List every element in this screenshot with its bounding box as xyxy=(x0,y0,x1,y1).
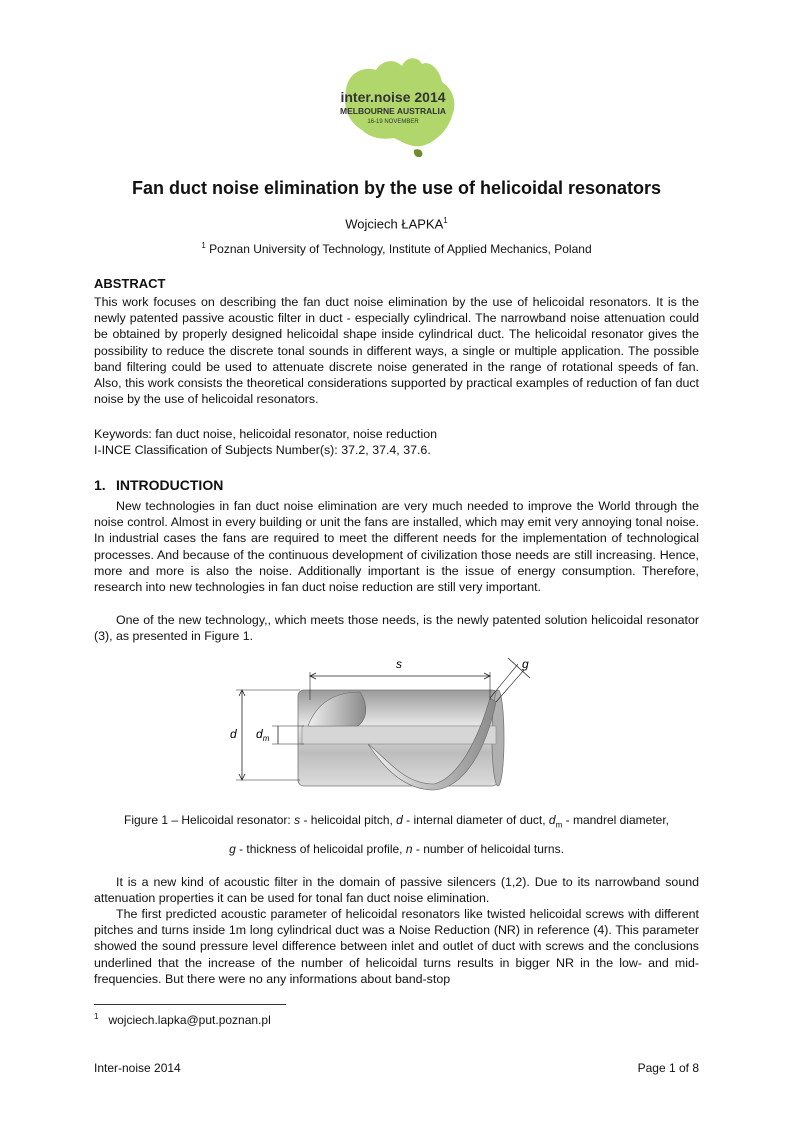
label-s: s xyxy=(396,657,402,671)
caption-line-1 xyxy=(70,808,723,837)
logo-line2: MELBOURNE AUSTRALIA xyxy=(340,106,446,116)
caption-text-3: - internal diameter of duct, xyxy=(402,813,549,827)
caption-text-1: Helicoidal resonator: xyxy=(181,813,295,827)
abstract-heading: ABSTRACT xyxy=(94,276,166,291)
keywords-block xyxy=(94,426,699,458)
intro-number: 1. xyxy=(94,477,106,493)
abstract-text: This work focuses on describing the fan duct noise elimination by the use of helicoidal resonators. It is the newly patented passive acoustic filter in duct - especially cylindrical. The narrowband noise attenuation could be obtained by properly designed helicoidal shape inside cylindrical duct. The helicoidal resonator gives the possibility to reduce the discrete tonal sounds in different ways, a single or multiple application. The possible band filtering could be used to attenuate discrete noise generated in the range of rotational speeds of fan. Also, this work consists the theoretical considerations supported by practical examples of reduction of fan duct noise by the use of helicoidal resonators. xyxy=(94,295,699,407)
author-name: Wojciech ŁAPKA xyxy=(345,216,444,232)
logo-line3: 16-19 NOVEMBER xyxy=(367,119,419,125)
caption-g: g xyxy=(229,842,236,857)
caption-n: n xyxy=(405,842,413,857)
keywords: Keywords: fan duct noise, helicoidal resonator, noise reduction xyxy=(94,427,438,441)
label-g: g xyxy=(522,657,529,671)
caption-d: d xyxy=(396,813,403,827)
footnote-rule xyxy=(94,1004,286,1005)
author-line xyxy=(40,216,753,231)
label-dm: $d_m$ xyxy=(256,727,270,743)
footnote-email[interactable]: wojciech.lapka@put.poznan.pl xyxy=(108,1013,271,1027)
figure-caption xyxy=(70,808,723,861)
caption-s: s xyxy=(294,813,301,827)
classification: I-INCE Classification of Subjects Number(s): 37.2, 37.4, 37.6. xyxy=(94,443,431,458)
caption-text-4: - mandrel diameter, xyxy=(562,813,669,827)
caption-text-5: - thickness of helicoidal profile, xyxy=(235,842,406,857)
footer-page-number: Page 1 of 8 xyxy=(637,1061,699,1075)
caption-line-2 xyxy=(70,837,723,861)
caption-dm: d xyxy=(548,813,556,827)
intro-paragraph-2: One of the new technology,, which meets those needs, is the newly patented solution helicoidal resonator (3), as presented in Figure 1. xyxy=(94,613,699,644)
body-paragraph-1: It is a new kind of acoustic filter in the domain of passive silencers (1,2). Due to its narrowband sound attenuation properties it can be used for tonal fan duct noise elimination. xyxy=(94,875,699,906)
footer-conference: Inter-noise 2014 xyxy=(94,1061,181,1075)
intro-heading xyxy=(94,477,223,493)
caption-dash: – xyxy=(168,813,182,827)
caption-dm-sub: m xyxy=(555,820,563,830)
conference-logo xyxy=(318,50,468,162)
caption-text-2: - helicoidal pitch, xyxy=(300,813,397,827)
logo-line1: inter.noise 2014 xyxy=(340,89,446,105)
body-paragraph-2: The first predicted acoustic parameter of helicoidal resonators like twisted helicoidal screws with different pitches and turns inside 1m long cylindrical duct was a Noise Reduction (NR) in reference (4). This parameter showed the sound pressure level difference between inlet and outlet of duct with screws and the conclusions underlined that the increase of the number of helicoidal turns results in bigger NR in the low- and mid-frequencies. But there were no any informations about band-stop xyxy=(94,907,699,986)
affiliation xyxy=(40,241,753,256)
author-sup: 1 xyxy=(443,216,448,225)
footnote xyxy=(94,1012,271,1027)
affiliation-sup: 1 xyxy=(201,241,206,250)
figure-helicoidal-resonator xyxy=(228,650,558,800)
footnote-sup: 1 xyxy=(94,1012,99,1021)
paper-title: Fan duct noise elimination by the use of helicoidal resonators xyxy=(131,178,662,198)
intro-paragraph-1: New technologies in fan duct noise elimination are very much needed to improve the World through the noise control. Almost in every building or unit the fans are installed, which may emit very annoying tonal noise. In industrial cases the fans are required to meet the different needs for the implementation of technological processes. And because of the continuous development of civilization those needs are still increasing. Hence, more and more is also the noise. Additionally important is the issue of energy consumption. Therefore, research into new technologies in fan duct noise reduction are still very important. xyxy=(94,499,699,595)
label-d: d xyxy=(230,727,237,741)
caption-text-6: - number of helicoidal turns. xyxy=(412,842,564,857)
tasmania-shape xyxy=(414,149,423,157)
mandrel xyxy=(302,726,496,744)
affiliation-text: Poznan University of Technology, Institute of Applied Mechanics, Poland xyxy=(209,242,592,256)
caption-fig-label: Figure 1 xyxy=(124,813,169,827)
intro-title: INTRODUCTION xyxy=(116,477,224,493)
